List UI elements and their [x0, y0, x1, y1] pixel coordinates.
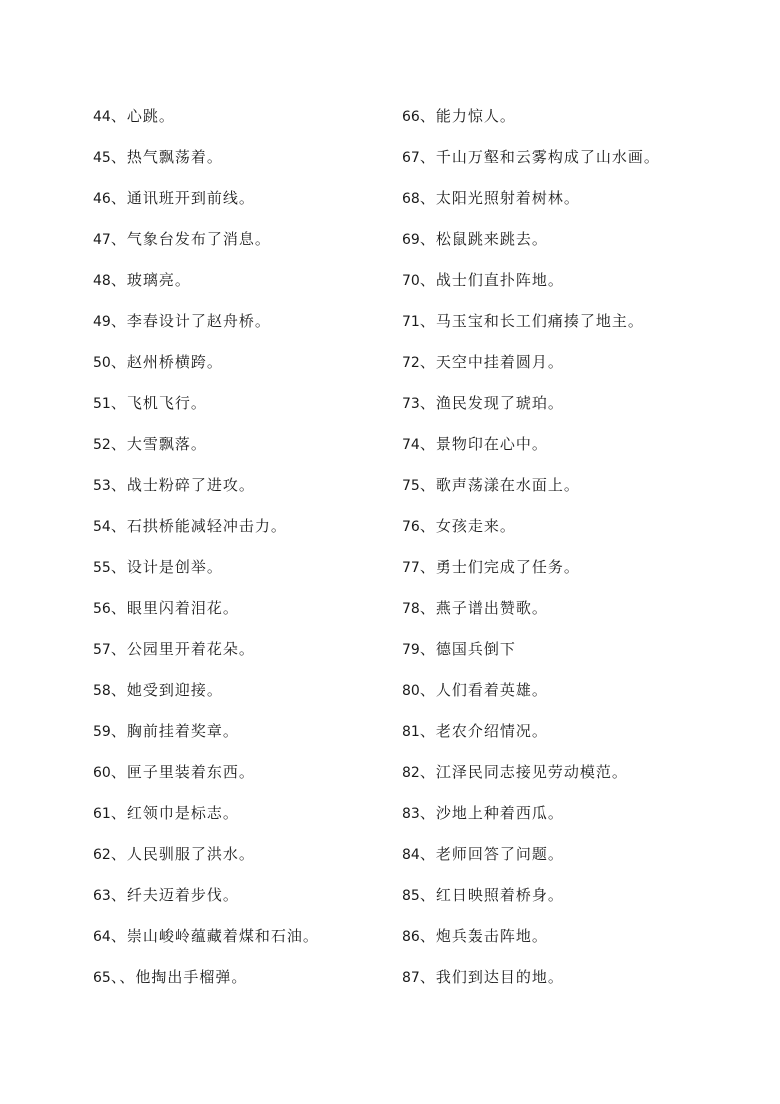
sentence-text: 、千山万壑和云雾构成了山水画。	[419, 148, 660, 166]
sentence-item	[402, 470, 762, 511]
sentence-number: 62	[93, 847, 111, 863]
sentence-text: 、燕子谱出赞歌。	[419, 599, 548, 617]
sentence-number: 51	[93, 396, 111, 412]
sentence-item	[93, 675, 383, 716]
sentence-number: 57	[93, 642, 111, 658]
sentence-item	[402, 839, 762, 880]
sentence-text: 、女孩走来。	[419, 517, 516, 535]
right-sentence-column	[402, 101, 762, 1003]
sentence-item	[402, 265, 762, 306]
sentence-number: 72	[402, 355, 420, 371]
sentence-number: 66	[402, 109, 420, 125]
sentence-text: 、纤夫迈着步伐。	[110, 886, 239, 904]
sentence-item	[402, 388, 762, 429]
sentence-item	[93, 757, 383, 798]
sentence-item	[402, 552, 762, 593]
sentence-item	[402, 962, 762, 1003]
sentence-number: 60	[93, 765, 111, 781]
sentence-text: 、江泽民同志接见劳动模范。	[419, 763, 628, 781]
sentence-text: 、热气飘荡着。	[110, 148, 223, 166]
sentence-item	[402, 142, 762, 183]
sentence-item	[402, 306, 762, 347]
sentence-item	[93, 921, 383, 962]
sentence-item	[93, 962, 383, 1003]
sentence-number: 68	[402, 191, 420, 207]
sentence-text: 、胸前挂着奖章。	[110, 722, 239, 740]
sentence-number: 67	[402, 150, 420, 166]
sentence-text: 、德国兵倒下	[419, 640, 516, 658]
sentence-number: 76	[402, 519, 420, 535]
sentence-text: 、天空中挂着圆月。	[419, 353, 564, 371]
sentence-number: 44	[93, 109, 111, 125]
sentence-number: 64	[93, 929, 111, 945]
sentence-text: 、能力惊人。	[419, 107, 516, 125]
sentence-number: 82	[402, 765, 420, 781]
sentence-number: 87	[402, 970, 420, 986]
sentence-item	[93, 101, 383, 142]
sentence-number: 61	[93, 806, 111, 822]
sentence-text: 、勇士们完成了任务。	[419, 558, 580, 576]
sentence-item	[93, 347, 383, 388]
sentence-text: 、渔民发现了琥珀。	[419, 394, 564, 412]
sentence-item	[402, 880, 762, 921]
sentence-item	[402, 224, 762, 265]
sentence-text: 、李春设计了赵舟桥。	[110, 312, 271, 330]
sentence-text: 、人们看着英雄。	[419, 681, 548, 699]
sentence-text: 、匣子里装着东西。	[110, 763, 255, 781]
sentence-number: 63	[93, 888, 111, 904]
sentence-item	[93, 388, 383, 429]
sentence-text: 、老师回答了问题。	[419, 845, 564, 863]
sentence-number: 83	[402, 806, 420, 822]
sentence-text: 、沙地上种着西瓜。	[419, 804, 564, 822]
sentence-item	[93, 798, 383, 839]
sentence-item	[93, 593, 383, 634]
sentence-number: 49	[93, 314, 111, 330]
sentence-text: 、飞机飞行。	[110, 394, 207, 412]
sentence-item	[402, 511, 762, 552]
sentence-number: 85	[402, 888, 420, 904]
sentence-text: 、老农介绍情况。	[419, 722, 548, 740]
sentence-text: 、通讯班开到前线。	[110, 189, 255, 207]
sentence-text: 、马玉宝和长工们痛揍了地主。	[419, 312, 644, 330]
sentence-item	[402, 347, 762, 388]
sentence-text: 、太阳光照射着树林。	[419, 189, 580, 207]
sentence-number: 50	[93, 355, 111, 371]
left-sentence-column	[93, 101, 383, 1003]
sentence-item	[93, 183, 383, 224]
sentence-text: 、设计是创举。	[110, 558, 223, 576]
sentence-item	[93, 716, 383, 757]
sentence-text: 、玻璃亮。	[110, 271, 191, 289]
sentence-text: 、心跳。	[110, 107, 175, 125]
sentence-item	[402, 675, 762, 716]
sentence-item	[402, 921, 762, 962]
sentence-text: 、我们到达目的地。	[419, 968, 564, 986]
sentence-number: 84	[402, 847, 420, 863]
sentence-text: 、大雪飘落。	[110, 435, 207, 453]
sentence-number: 59	[93, 724, 111, 740]
sentence-number: 54	[93, 519, 111, 535]
sentence-item	[93, 224, 383, 265]
sentence-text: 、炮兵轰击阵地。	[419, 927, 548, 945]
sentence-text: 、眼里闪着泪花。	[110, 599, 239, 617]
sentence-number: 69	[402, 232, 420, 248]
sentence-item	[93, 306, 383, 347]
sentence-text: 、气象台发布了消息。	[110, 230, 271, 248]
sentence-number: 86	[402, 929, 420, 945]
sentence-text: 、崇山峻岭蕴藏着煤和石油。	[110, 927, 319, 945]
sentence-number: 47	[93, 232, 111, 248]
sentence-number: 58	[93, 683, 111, 699]
sentence-number: 55	[93, 560, 111, 576]
sentence-number: 56	[93, 601, 111, 617]
sentence-item	[93, 552, 383, 593]
sentence-text: 、红领巾是标志。	[110, 804, 239, 822]
sentence-number: 65	[93, 970, 111, 986]
sentence-number: 74	[402, 437, 420, 453]
sentence-item	[402, 716, 762, 757]
sentence-text: 、歌声荡漾在水面上。	[419, 476, 580, 494]
sentence-text: 、景物印在心中。	[419, 435, 548, 453]
sentence-item	[402, 593, 762, 634]
sentence-item	[93, 511, 383, 552]
sentence-text: 、赵州桥横跨。	[110, 353, 223, 371]
sentence-text: 、战士粉碎了进攻。	[110, 476, 255, 494]
sentence-number: 46	[93, 191, 111, 207]
sentence-number: 53	[93, 478, 111, 494]
sentence-text: 、石拱桥能减轻冲击力。	[110, 517, 287, 535]
sentence-number: 48	[93, 273, 111, 289]
sentence-number: 70	[402, 273, 420, 289]
sentence-item	[93, 470, 383, 511]
sentence-text: 、红日映照着桥身。	[419, 886, 564, 904]
sentence-text: 、她受到迎接。	[110, 681, 223, 699]
sentence-text: 、战士们直扑阵地。	[419, 271, 564, 289]
sentence-item	[402, 429, 762, 470]
sentence-number: 71	[402, 314, 420, 330]
sentence-number: 81	[402, 724, 420, 740]
sentence-item	[402, 183, 762, 224]
sentence-item	[402, 101, 762, 142]
sentence-item	[402, 798, 762, 839]
sentence-item	[93, 634, 383, 675]
sentence-number: 77	[402, 560, 420, 576]
sentence-number: 79	[402, 642, 420, 658]
sentence-item	[402, 757, 762, 798]
sentence-item	[93, 839, 383, 880]
sentence-text: 、人民驯服了洪水。	[110, 845, 255, 863]
sentence-item	[93, 142, 383, 183]
sentence-text: 、公园里开着花朵。	[110, 640, 255, 658]
sentence-number: 78	[402, 601, 420, 617]
sentence-number: 52	[93, 437, 111, 453]
sentence-item	[402, 634, 762, 675]
sentence-number: 80	[402, 683, 420, 699]
sentence-number: 75	[402, 478, 420, 494]
sentence-text: 、、他掏出手榴弹。	[110, 968, 248, 986]
sentence-item	[93, 429, 383, 470]
sentence-text: 、松鼠跳来跳去。	[419, 230, 548, 248]
sentence-number: 45	[93, 150, 111, 166]
sentence-item	[93, 265, 383, 306]
sentence-item	[93, 880, 383, 921]
sentence-number: 73	[402, 396, 420, 412]
